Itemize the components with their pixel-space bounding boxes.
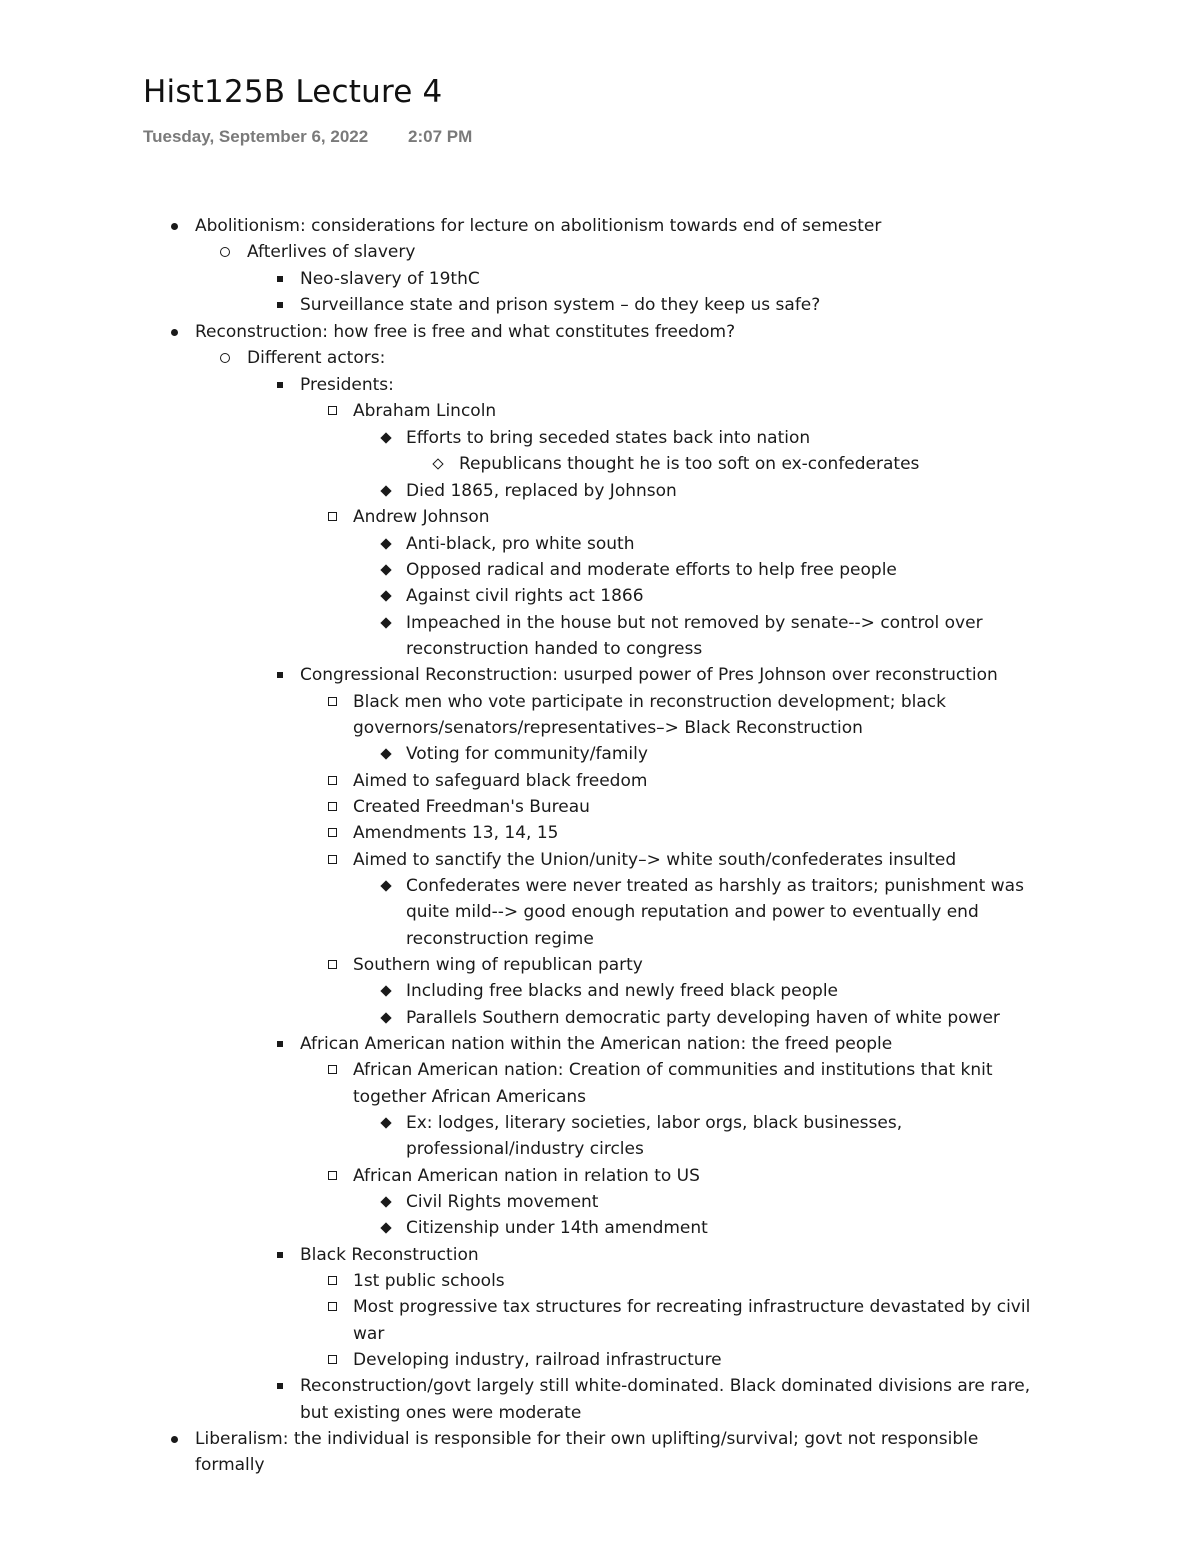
outline-item-text: Impeached in the house but not removed by senate--> control over	[406, 613, 983, 633]
bullet-diamond-icon	[380, 1012, 391, 1023]
outline-item	[353, 715, 863, 741]
outline-item	[353, 1084, 586, 1110]
outline-item-text: Reconstruction: how free is free and what constitutes freedom?	[195, 322, 736, 342]
outline-item-text: professional/industry circles	[406, 1139, 644, 1159]
outline-item-text: Congressional Reconstruction: usurped power of Pres Johnson over reconstruction	[300, 665, 998, 685]
bullet-hollow-square-icon	[328, 1302, 337, 1311]
outline-item-text: war	[353, 1324, 385, 1344]
outline-item-text: reconstruction regime	[406, 929, 594, 949]
outline-item	[353, 847, 956, 873]
bullet-hollow-square-icon	[328, 512, 337, 521]
bullet-diamond-icon	[380, 432, 391, 443]
outline-item	[195, 1452, 265, 1478]
outline-item	[300, 372, 394, 398]
outline-item-text: Republicans thought he is too soft on ex-confederates	[459, 454, 920, 474]
outline-item-text: Aimed to safeguard black freedom	[353, 771, 648, 791]
outline-item-text: Citizenship under 14th amendment	[406, 1218, 708, 1238]
bullet-diamond-icon	[380, 485, 391, 496]
outline-item-text: Anti-black, pro white south	[406, 534, 635, 554]
bullet-diamond-icon	[380, 1117, 391, 1128]
outline-item	[406, 873, 1024, 899]
outline-item-text: Died 1865, replaced by Johnson	[406, 481, 677, 501]
bullet-circle-icon	[220, 353, 230, 363]
outline-item-text: African American nation in relation to US	[353, 1166, 700, 1186]
bullet-diamond-icon	[380, 590, 391, 601]
outline-item-text: Efforts to bring seceded states back into nation	[406, 428, 811, 448]
outline-item	[406, 1189, 598, 1215]
bullet-hollow-square-icon	[328, 960, 337, 969]
outline-item	[406, 557, 897, 583]
bullet-disc-icon	[171, 223, 178, 230]
outline-item	[353, 504, 490, 530]
outline-item-text: formally	[195, 1455, 265, 1475]
outline-item-text: Abolitionism: considerations for lecture on abolitionism towards end of semester	[195, 216, 882, 236]
outline-item	[406, 636, 702, 662]
outline-item-text: Abraham Lincoln	[353, 401, 497, 421]
outline-item	[300, 1242, 479, 1268]
bullet-diamond-icon	[380, 748, 391, 759]
outline-item	[406, 583, 644, 609]
outline-item	[406, 425, 810, 451]
outline-item-text: Most progressive tax structures for recreating infrastructure devastated by civil	[353, 1297, 1031, 1317]
bullet-square-icon	[277, 1252, 283, 1258]
outline-item	[300, 292, 820, 318]
bullet-square-icon	[277, 302, 283, 308]
outline-item	[406, 478, 677, 504]
outline-item	[406, 741, 648, 767]
bullet-hollow-square-icon	[328, 697, 337, 706]
outline-item-text: Liberalism: the individual is responsible for their own uplifting/survival; govt not responsible	[195, 1429, 979, 1449]
bullet-square-icon	[277, 672, 283, 678]
outline-item-text: Black Reconstruction	[300, 1245, 479, 1265]
note-time: 2:07 PM	[408, 127, 473, 146]
outline-item-text: Civil Rights movement	[406, 1192, 599, 1212]
outline-item	[353, 1321, 384, 1347]
outline-item	[406, 978, 838, 1004]
outline-item-text: Against civil rights act 1866	[406, 586, 644, 606]
bullet-diamond-icon	[380, 880, 391, 891]
outline-item	[406, 1136, 644, 1162]
outline-item	[353, 1057, 993, 1083]
outline-item-text: Black men who vote participate in reconstruction development; black	[353, 692, 946, 712]
outline-item-text: quite mild--> good enough reputation and power to eventually end	[406, 902, 979, 922]
bullet-hollow-square-icon	[328, 406, 337, 415]
outline-item-text: Reconstruction/govt largely still white-dominated. Black dominated divisions are rare,	[300, 1376, 1031, 1396]
bullet-hollow-square-icon	[328, 776, 337, 785]
bullet-hollow-square-icon	[328, 1065, 337, 1074]
bullet-disc-icon	[171, 1436, 178, 1443]
outline-item	[300, 662, 998, 688]
bullet-diamond-icon	[380, 564, 391, 575]
outline-item-text: Different actors:	[247, 348, 386, 368]
bullet-diamond-icon	[380, 985, 391, 996]
outline-item-text: Developing industry, railroad infrastructure	[353, 1350, 722, 1370]
outline-item-text: governors/senators/representatives–> Black Reconstruction	[353, 718, 863, 738]
bullet-diamond-icon	[380, 1196, 391, 1207]
outline-item	[406, 610, 983, 636]
outline-item	[353, 794, 590, 820]
outline-item	[195, 319, 735, 345]
bullet-diamond-icon	[380, 538, 391, 549]
outline-item-text: Parallels Southern democratic party developing haven of white power	[406, 1008, 1000, 1028]
outline-item-text: Andrew Johnson	[353, 507, 490, 527]
outline-item	[195, 213, 881, 239]
outline-item-text: 1st public schools	[353, 1271, 505, 1291]
outline-item-text: Confederates were never treated as harshly as traitors; punishment was	[406, 876, 1024, 896]
outline-item	[406, 1110, 902, 1136]
outline-item	[300, 1400, 581, 1426]
bullet-square-icon	[277, 276, 283, 282]
bullet-square-icon	[277, 382, 283, 388]
outline-item-text: Neo-slavery of 19thC	[300, 269, 480, 289]
outline-item	[353, 1268, 505, 1294]
outline-item	[353, 952, 643, 978]
outline-item	[300, 1031, 892, 1057]
outline-item-text: reconstruction handed to congress	[406, 639, 703, 659]
outline-item-text: Created Freedman's Bureau	[353, 797, 590, 817]
outline-item	[406, 926, 594, 952]
outline-item	[353, 1294, 1030, 1320]
outline-item	[353, 820, 558, 846]
outline-item	[353, 768, 647, 794]
bullet-hollow-square-icon	[328, 1171, 337, 1180]
outline-item	[247, 345, 385, 371]
bullet-circle-icon	[220, 247, 230, 257]
outline-item	[195, 1426, 978, 1452]
outline-item-text: Southern wing of republican party	[353, 955, 643, 975]
bullet-hollow-square-icon	[328, 1276, 337, 1285]
outline-item	[300, 1373, 1030, 1399]
outline-item	[406, 1215, 708, 1241]
outline-item-text: Presidents:	[300, 375, 394, 395]
outline-item-text: African American nation: Creation of communities and institutions that knit	[353, 1060, 993, 1080]
outline-item-text: but existing ones were moderate	[300, 1403, 582, 1423]
outline-item	[406, 899, 979, 925]
outline-item-text: together African Americans	[353, 1087, 587, 1107]
outline-item	[459, 451, 919, 477]
outline-item-text: Surveillance state and prison system – do they keep us safe?	[300, 295, 821, 315]
outline-item-text: Voting for community/family	[406, 744, 648, 764]
outline-item	[300, 266, 480, 292]
outline-item-text: African American nation within the American nation: the freed people	[300, 1034, 893, 1054]
outline-item-text: Opposed radical and moderate efforts to help free people	[406, 560, 897, 580]
outline-item	[406, 1005, 1000, 1031]
bullet-hollow-square-icon	[328, 855, 337, 864]
outline-item	[353, 1347, 722, 1373]
bullet-hollow-square-icon	[328, 828, 337, 837]
outline-item-text: Ex: lodges, literary societies, labor orgs, black businesses,	[406, 1113, 903, 1133]
bullet-diamond-icon	[380, 617, 391, 628]
outline-item-text: Afterlives of slavery	[247, 242, 416, 262]
outline-item	[353, 398, 496, 424]
outline-item-text: Aimed to sanctify the Union/unity–> white south/confederates insulted	[353, 850, 957, 870]
bullet-square-icon	[277, 1041, 283, 1047]
outline-item-text: Including free blacks and newly freed black people	[406, 981, 838, 1001]
outline-item	[406, 531, 634, 557]
outline-item	[353, 689, 946, 715]
bullet-diamond-icon	[380, 1222, 391, 1233]
bullet-square-icon	[277, 1383, 283, 1389]
outline-item	[247, 239, 415, 265]
bullet-hollow-square-icon	[328, 802, 337, 811]
note-date: Tuesday, September 6, 2022	[143, 127, 369, 146]
note-title: Hist125B Lecture 4	[143, 74, 443, 110]
outline-item	[353, 1163, 700, 1189]
bullet-hollow-square-icon	[328, 1355, 337, 1364]
bullet-disc-icon	[171, 329, 178, 336]
outline-item-text: Amendments 13, 14, 15	[353, 823, 559, 843]
bullet-hollow-diamond-icon	[432, 458, 443, 469]
